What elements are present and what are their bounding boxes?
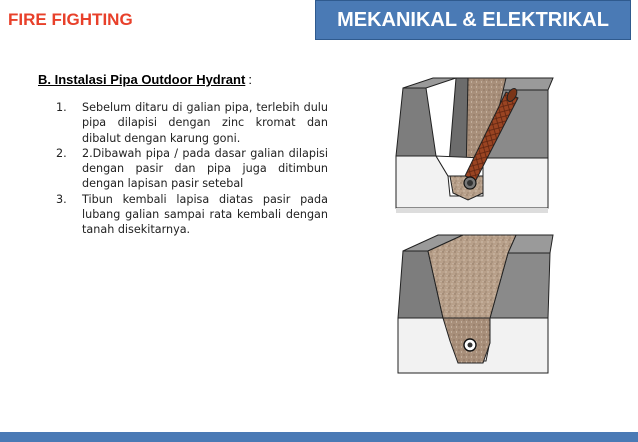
page-header-banner (315, 0, 631, 40)
trench-illustration (388, 68, 568, 378)
step-number: 1. (56, 101, 67, 114)
list-item (56, 146, 328, 192)
trench-with-pipe-diagram (396, 78, 553, 213)
step-text: 2.Dibawah pipa / pada dasar galian dilapisi dengan pasir dan pipa juga ditimbun dengan lapisan pasir setebal (82, 146, 328, 191)
step-number: 3. (56, 192, 67, 206)
list-item (56, 100, 328, 146)
section-heading (38, 72, 252, 87)
footer-bar (0, 432, 638, 442)
page-header-title: MEKANIKAL & ELEKTRIKAL (337, 8, 609, 31)
step-text: Tibun kembali lapisa diatas pasir pada lubang galian sampai rata kembali dengan tanah disekitarnya. (82, 192, 328, 237)
steps-list (56, 100, 328, 238)
list-item (56, 192, 328, 238)
section-label: FIRE FIGHTING (8, 10, 133, 29)
trench-backfilled-diagram (398, 235, 553, 373)
step-number: 2. (56, 146, 67, 160)
section-heading-text: B. Instalasi Pipa Outdoor Hydrant (38, 72, 246, 87)
section-heading-colon: : (248, 72, 252, 87)
step-text: Sebelum ditaru di galian pipa, terlebih dulu pipa dilapisi dengan zinc kromat dan dibalut dengan karung goni. (82, 101, 328, 145)
